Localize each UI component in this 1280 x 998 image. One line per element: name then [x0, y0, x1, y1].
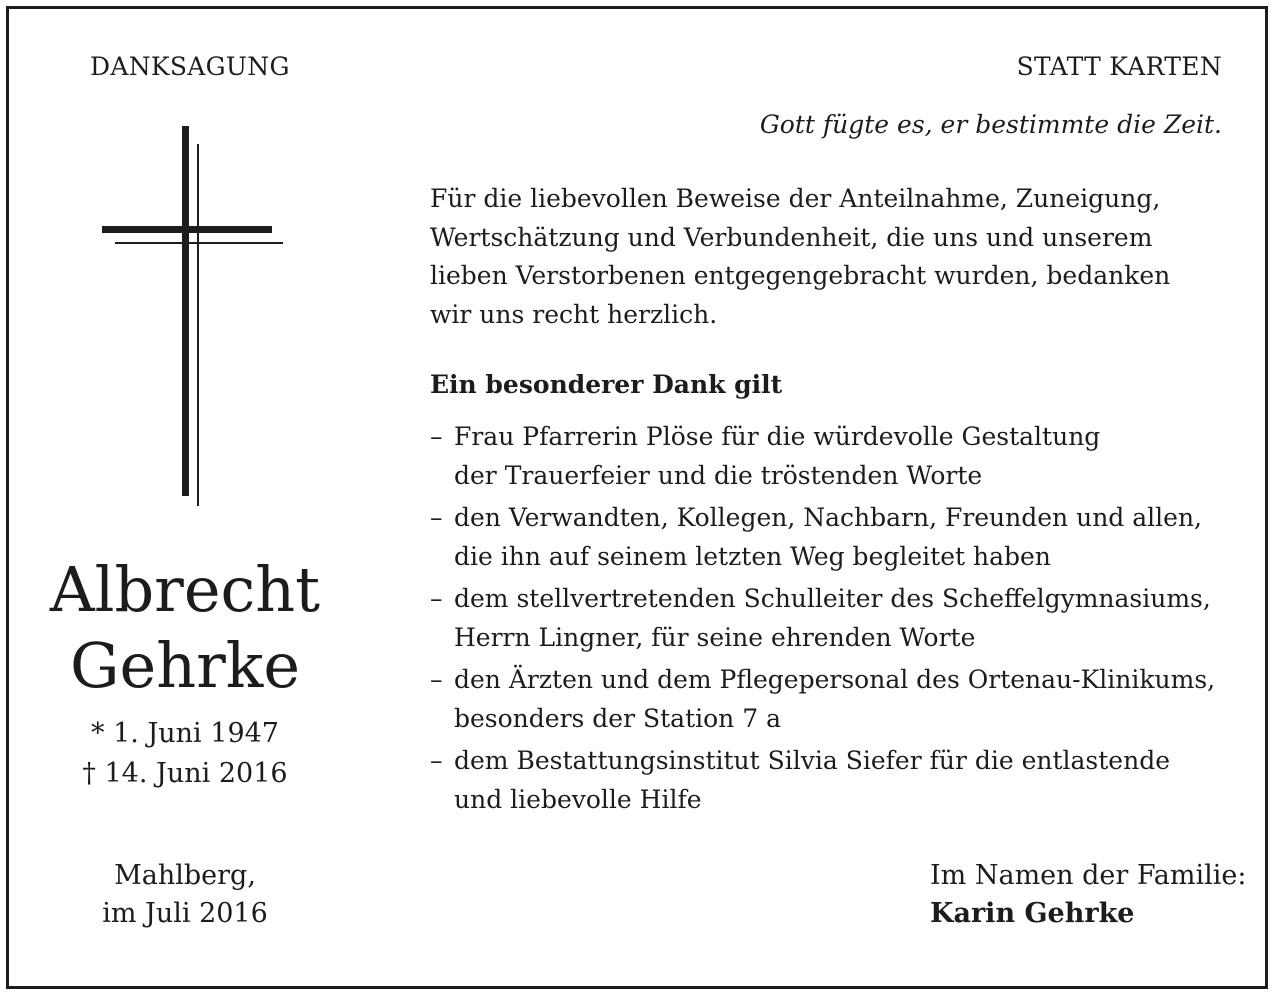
list-item [430, 661, 1215, 738]
list-item [430, 580, 1215, 657]
signature-label: Im Namen der Familie: [930, 860, 1247, 891]
birth-date: * 1. Juni 1947 [91, 718, 279, 749]
item-line: dem Bestattungsinstitut Silvia Siefer für die entlastende [454, 746, 1170, 775]
intro-paragraph [430, 180, 1170, 334]
motto: Gott fügte es, er bestimmte die Zeit. [759, 110, 1222, 139]
intro-line: Wertschätzung und Verbundenheit, die uns und unserem [430, 222, 1153, 252]
deceased-first-name: Albrecht [49, 553, 321, 626]
dash-bullet: – [430, 503, 443, 532]
intro-line: Für die liebevollen Beweise der Anteilnahme, Zuneigung, [430, 184, 1161, 213]
header-right: STATT KARTEN [1016, 52, 1222, 81]
thanks-title: Ein besonderer Dank gilt [430, 370, 783, 399]
thanks-list [430, 418, 1215, 823]
item-line: Frau Pfarrerin Plöse für die würdevolle Gestaltung [454, 422, 1101, 451]
dash-bullet: – [430, 422, 443, 451]
dash-bullet: – [430, 584, 443, 613]
item-line: und liebevolle Hilfe [454, 784, 702, 814]
item-line: den Verwandten, Kollegen, Nachbarn, Freunden und allen, [454, 503, 1202, 532]
list-item [430, 742, 1215, 819]
place: Mahlberg, [114, 860, 256, 891]
header-left: DANKSAGUNG [90, 52, 290, 81]
item-line: den Ärzten und dem Pflegepersonal des Ortenau-Klinikums, [454, 665, 1216, 694]
dash-bullet: – [430, 746, 443, 775]
item-line: dem stellvertretenden Schulleiter des Scheffelgymnasiums, [454, 584, 1211, 613]
deceased-last-name: Gehrke [69, 629, 301, 702]
cross-icon [100, 126, 290, 511]
intro-line: lieben Verstorbenen entgegengebracht wurden, bedanken [430, 261, 1171, 290]
place-date: im Juli 2016 [102, 898, 268, 929]
intro-line: wir uns recht herzlich. [430, 299, 718, 329]
item-line: der Trauerfeier und die tröstenden Worte [454, 460, 983, 490]
dash-bullet: – [430, 665, 443, 694]
death-date: † 14. Juni 2016 [82, 758, 288, 789]
item-line: Herrn Lingner, für seine ehrenden Worte [454, 622, 976, 652]
item-line: besonders der Station 7 a [454, 703, 781, 733]
item-line: die ihn auf seinem letzten Weg begleitet haben [454, 541, 1051, 571]
list-item [430, 499, 1215, 576]
list-item [430, 418, 1215, 495]
signature-name: Karin Gehrke [930, 898, 1135, 929]
